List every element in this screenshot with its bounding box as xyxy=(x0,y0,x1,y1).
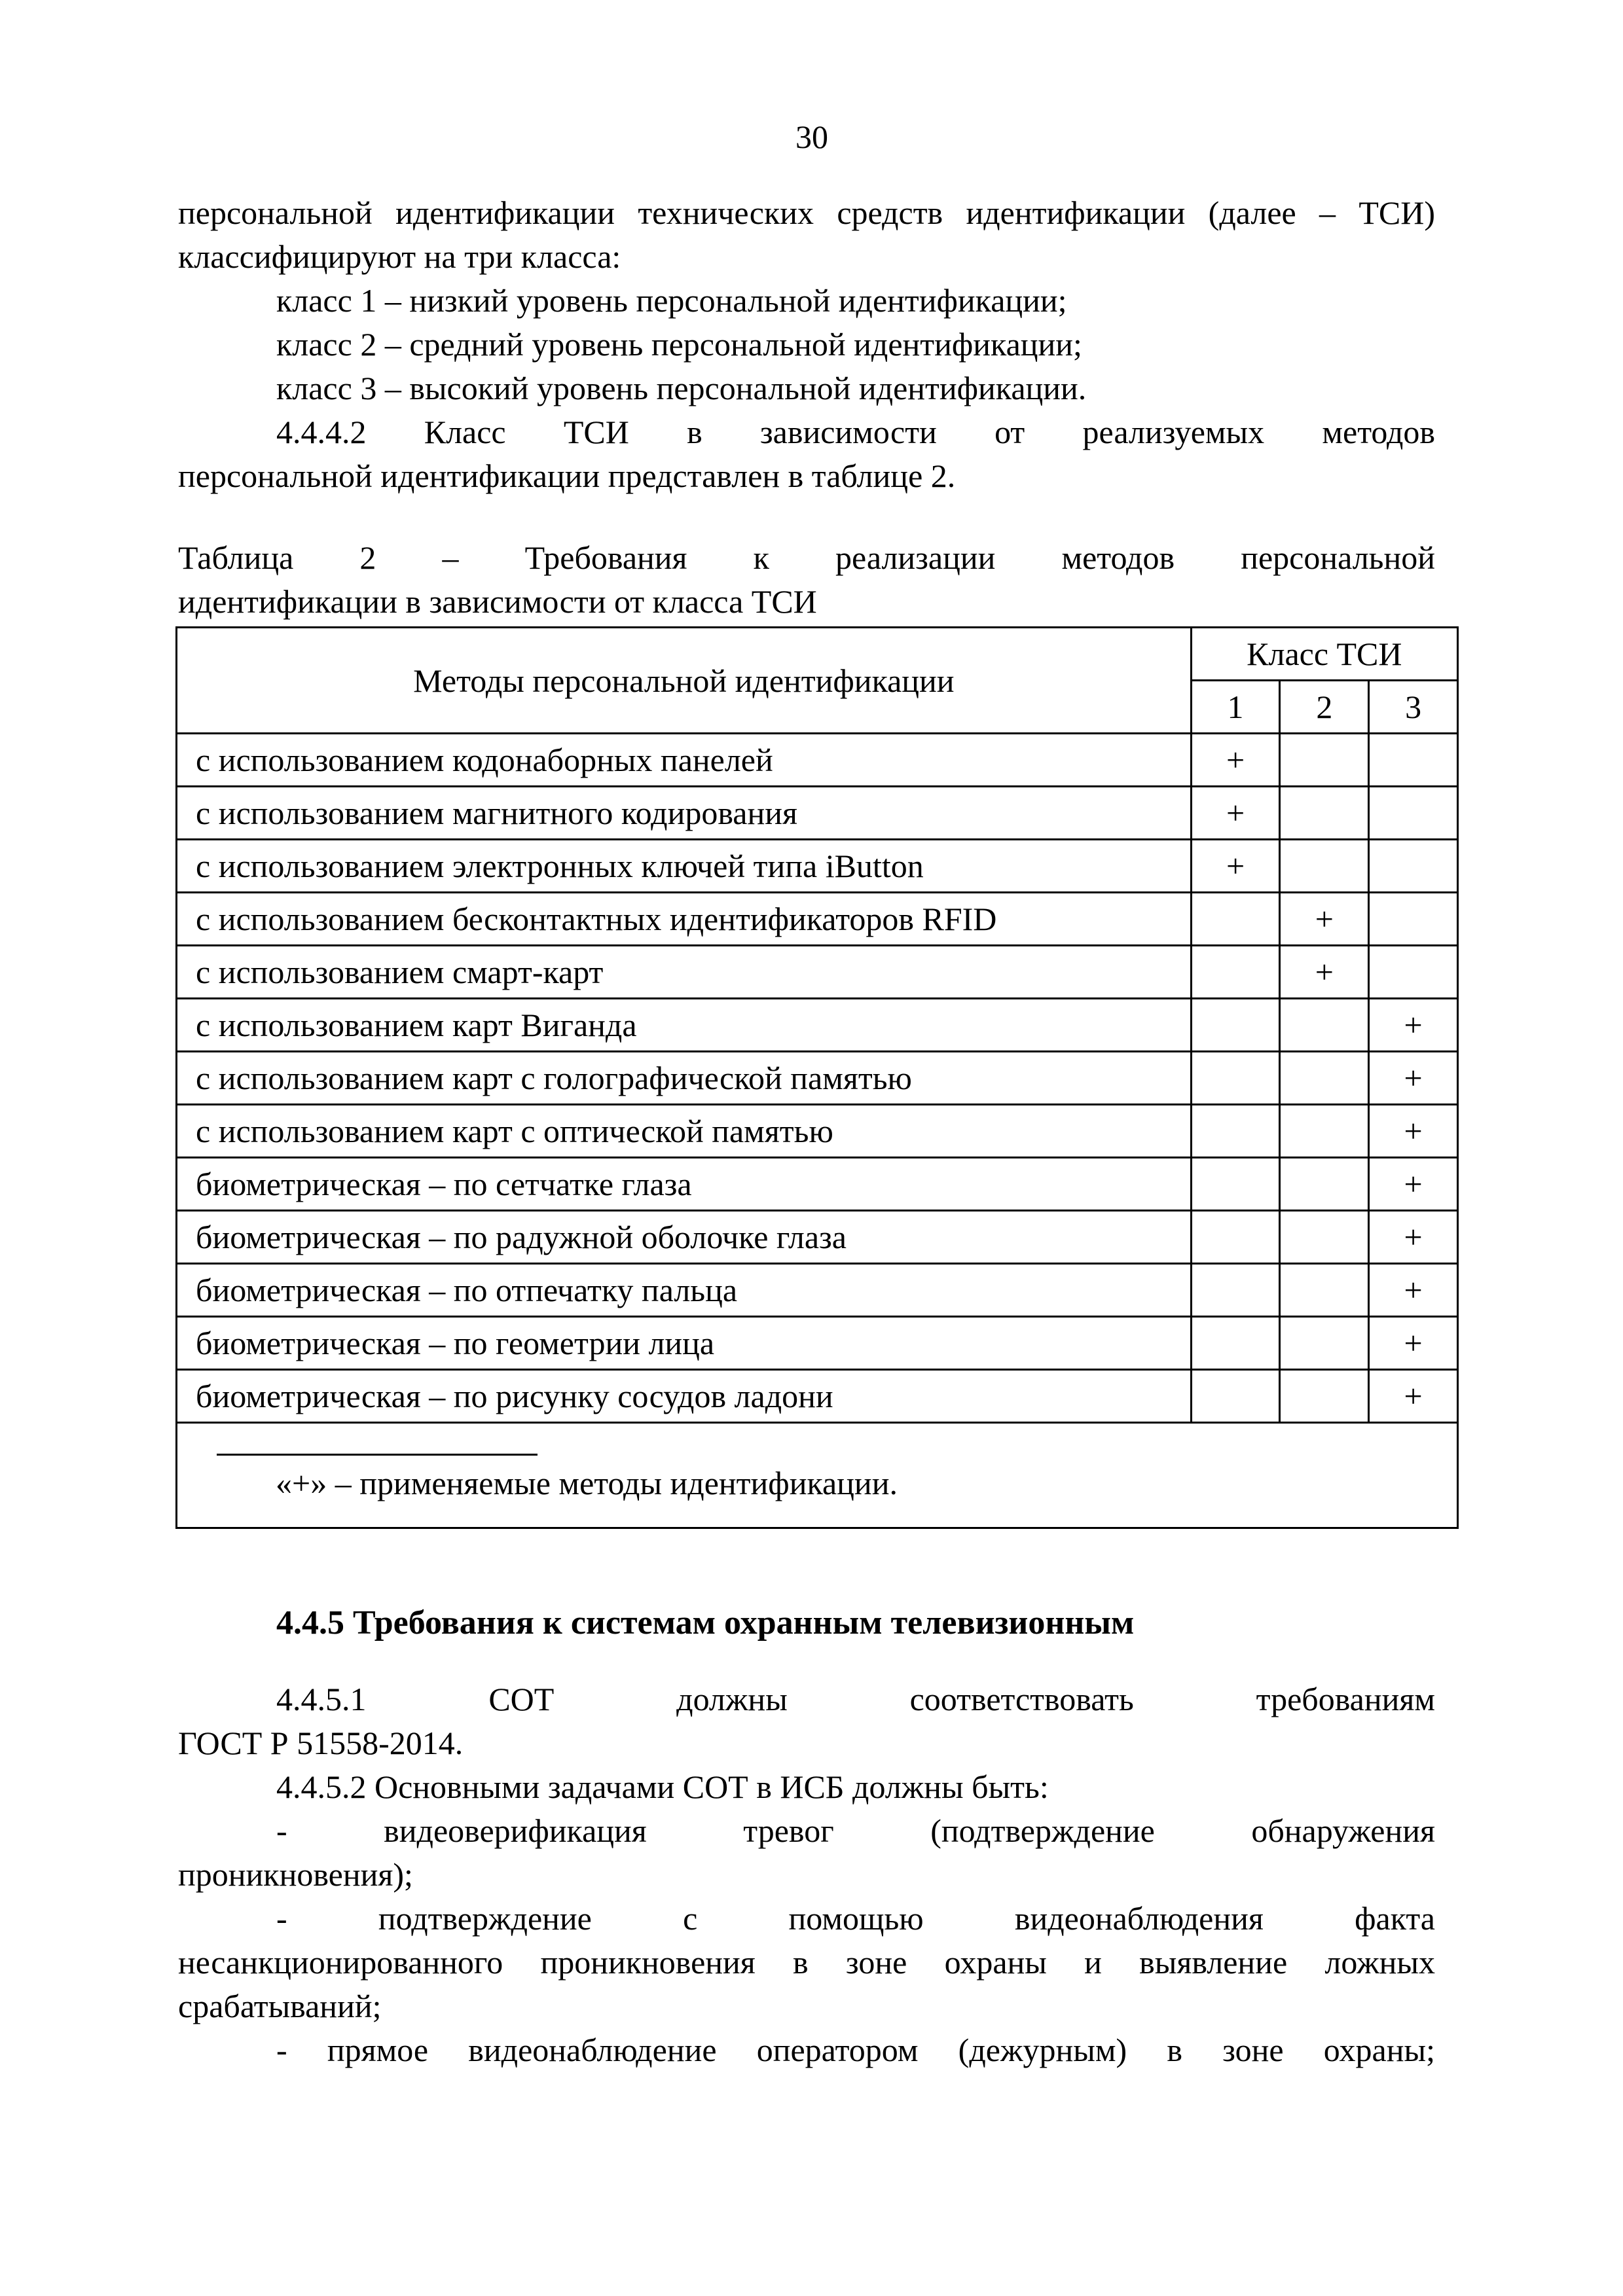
table-note: «+» – применяемые методы идентификации. xyxy=(276,1465,898,1501)
class-3-mark xyxy=(1369,840,1458,893)
table-row xyxy=(177,1211,1458,1264)
table-row xyxy=(177,734,1458,787)
class-3-mark: + xyxy=(1369,999,1458,1052)
class-1-mark xyxy=(1191,1105,1280,1158)
method-cell: биометрическая – по радужной оболочке глаза xyxy=(177,1211,1192,1264)
class-1-mark: + xyxy=(1191,787,1280,840)
class-1-mark xyxy=(1191,946,1280,999)
method-cell: с использованием карт с оптической памятью xyxy=(177,1105,1192,1158)
clause-4-4-4-2-line2: персональной идентификации представлен в таблице 2. xyxy=(178,457,956,494)
class-1-mark xyxy=(1191,999,1280,1052)
method-cell: с использованием электронных ключей типа iButton xyxy=(177,840,1192,893)
class-2-mark xyxy=(1280,840,1369,893)
table-row xyxy=(177,1105,1458,1158)
clause-4-4-5-1-line1: 4.4.5.1 СОТ должны соответствовать требованиям xyxy=(276,1681,1435,1717)
class-1-mark xyxy=(1191,1211,1280,1264)
class-3-mark: + xyxy=(1369,1105,1458,1158)
class-2-mark xyxy=(1280,1158,1369,1211)
task-3: - прямое видеонаблюдение оператором (дежурным) в зоне охраны; xyxy=(276,2032,1435,2068)
class-2-mark: + xyxy=(1280,893,1369,946)
table-caption-line2: идентификации в зависимости от класса ТСИ xyxy=(178,583,817,620)
table-row xyxy=(177,1370,1458,1423)
class-1-mark xyxy=(1191,1158,1280,1211)
task-1-line2: проникновения); xyxy=(178,1856,413,1893)
class-2-mark xyxy=(1280,787,1369,840)
method-cell: с использованием кодонаборных панелей xyxy=(177,734,1192,787)
class-1-mark xyxy=(1191,1052,1280,1105)
clause-4-4-4-2-line1: 4.4.4.2 Класс ТСИ в зависимости от реализуемых методов xyxy=(276,414,1435,450)
header-methods: Методы персональной идентификации xyxy=(177,628,1192,734)
class-1-mark xyxy=(1191,1370,1280,1423)
class-3-mark: + xyxy=(1369,1370,1458,1423)
task-2-line3: срабатываний; xyxy=(178,1988,382,2024)
note-divider xyxy=(217,1454,538,1456)
class-1-mark: + xyxy=(1191,734,1280,787)
class-2-mark xyxy=(1280,734,1369,787)
method-cell: биометрическая – по отпечатку пальца xyxy=(177,1264,1192,1317)
table-caption-line1: Таблица 2 – Требования к реализации методов персональной xyxy=(178,539,1435,576)
class-3-mark xyxy=(1369,787,1458,840)
method-cell: с использованием карт с голографической памятью xyxy=(177,1052,1192,1105)
class-3-mark: + xyxy=(1369,1317,1458,1370)
header-class-1: 1 xyxy=(1191,681,1280,734)
class-3-mark: + xyxy=(1369,1158,1458,1211)
intro-paragraph: персональной идентификации технических средств идентификации (далее – ТСИ) классифицируют на три класса: xyxy=(178,194,1435,275)
class-2-mark xyxy=(1280,1370,1369,1423)
clause-4-4-5-2: 4.4.5.2 Основными задачами СОТ в ИСБ должны быть: xyxy=(276,1768,1049,1805)
table-caption xyxy=(178,536,1435,624)
class-3-mark: + xyxy=(1369,1052,1458,1105)
method-cell: с использованием бесконтактных идентификаторов RFID xyxy=(177,893,1192,946)
task-2-line2: несанкционированного проникновения в зоне охраны и выявление ложных xyxy=(178,1944,1435,1981)
table-row xyxy=(177,893,1458,946)
table-row xyxy=(177,946,1458,999)
class-1-line: класс 1 – низкий уровень персональной идентификации; xyxy=(276,282,1067,319)
header-class-3: 3 xyxy=(1369,681,1458,734)
class-2-mark xyxy=(1280,1317,1369,1370)
method-cell: биометрическая – по геометрии лица xyxy=(177,1317,1192,1370)
table-header-row xyxy=(177,628,1458,681)
table-row xyxy=(177,840,1458,893)
class-2-mark xyxy=(1280,999,1369,1052)
class-1-mark: + xyxy=(1191,840,1280,893)
class-3-mark xyxy=(1369,734,1458,787)
table-row xyxy=(177,999,1458,1052)
table-row xyxy=(177,1317,1458,1370)
method-cell: с использованием смарт-карт xyxy=(177,946,1192,999)
method-cell: с использованием карт Виганда xyxy=(177,999,1192,1052)
class-2-line: класс 2 – средний уровень персональной идентификации; xyxy=(276,326,1082,363)
class-2-mark xyxy=(1280,1105,1369,1158)
class-2-mark xyxy=(1280,1211,1369,1264)
class-2-mark xyxy=(1280,1264,1369,1317)
method-cell: с использованием магнитного кодирования xyxy=(177,787,1192,840)
class-1-mark xyxy=(1191,1317,1280,1370)
table-row xyxy=(177,1158,1458,1211)
section-heading-4-4-5: 4.4.5 Требования к системам охранным телевизионным xyxy=(276,1604,1135,1641)
task-2-line1: - подтверждение с помощью видеонаблюдения факта xyxy=(276,1900,1435,1937)
class-3-mark xyxy=(1369,946,1458,999)
task-1-line1: - видеоверификация тревог (подтверждение обнаружения xyxy=(276,1812,1435,1849)
class-2-mark xyxy=(1280,1052,1369,1105)
page-number: 30 xyxy=(795,118,828,155)
class-3-mark: + xyxy=(1369,1264,1458,1317)
class-2-mark: + xyxy=(1280,946,1369,999)
class-3-line: класс 3 – высокий уровень персональной идентификации. xyxy=(276,370,1087,406)
class-1-mark xyxy=(1191,1264,1280,1317)
method-cell: биометрическая – по сетчатке глаза xyxy=(177,1158,1192,1211)
table-row xyxy=(177,1052,1458,1105)
table-note-row xyxy=(177,1423,1458,1528)
header-class-2: 2 xyxy=(1280,681,1369,734)
class-3-mark: + xyxy=(1369,1211,1458,1264)
method-cell: биометрическая – по рисунку сосудов ладони xyxy=(177,1370,1192,1423)
table-row xyxy=(177,1264,1458,1317)
table-note-cell xyxy=(177,1423,1458,1528)
header-class: Класс ТСИ xyxy=(1191,628,1457,681)
clause-4-4-5-1-line2: ГОСТ Р 51558-2014. xyxy=(178,1725,464,1761)
document-body xyxy=(178,191,1435,2072)
methods-table xyxy=(175,626,1459,1529)
class-3-mark xyxy=(1369,893,1458,946)
methods-table-body xyxy=(177,734,1458,1423)
class-1-mark xyxy=(1191,893,1280,946)
table-row xyxy=(177,787,1458,840)
